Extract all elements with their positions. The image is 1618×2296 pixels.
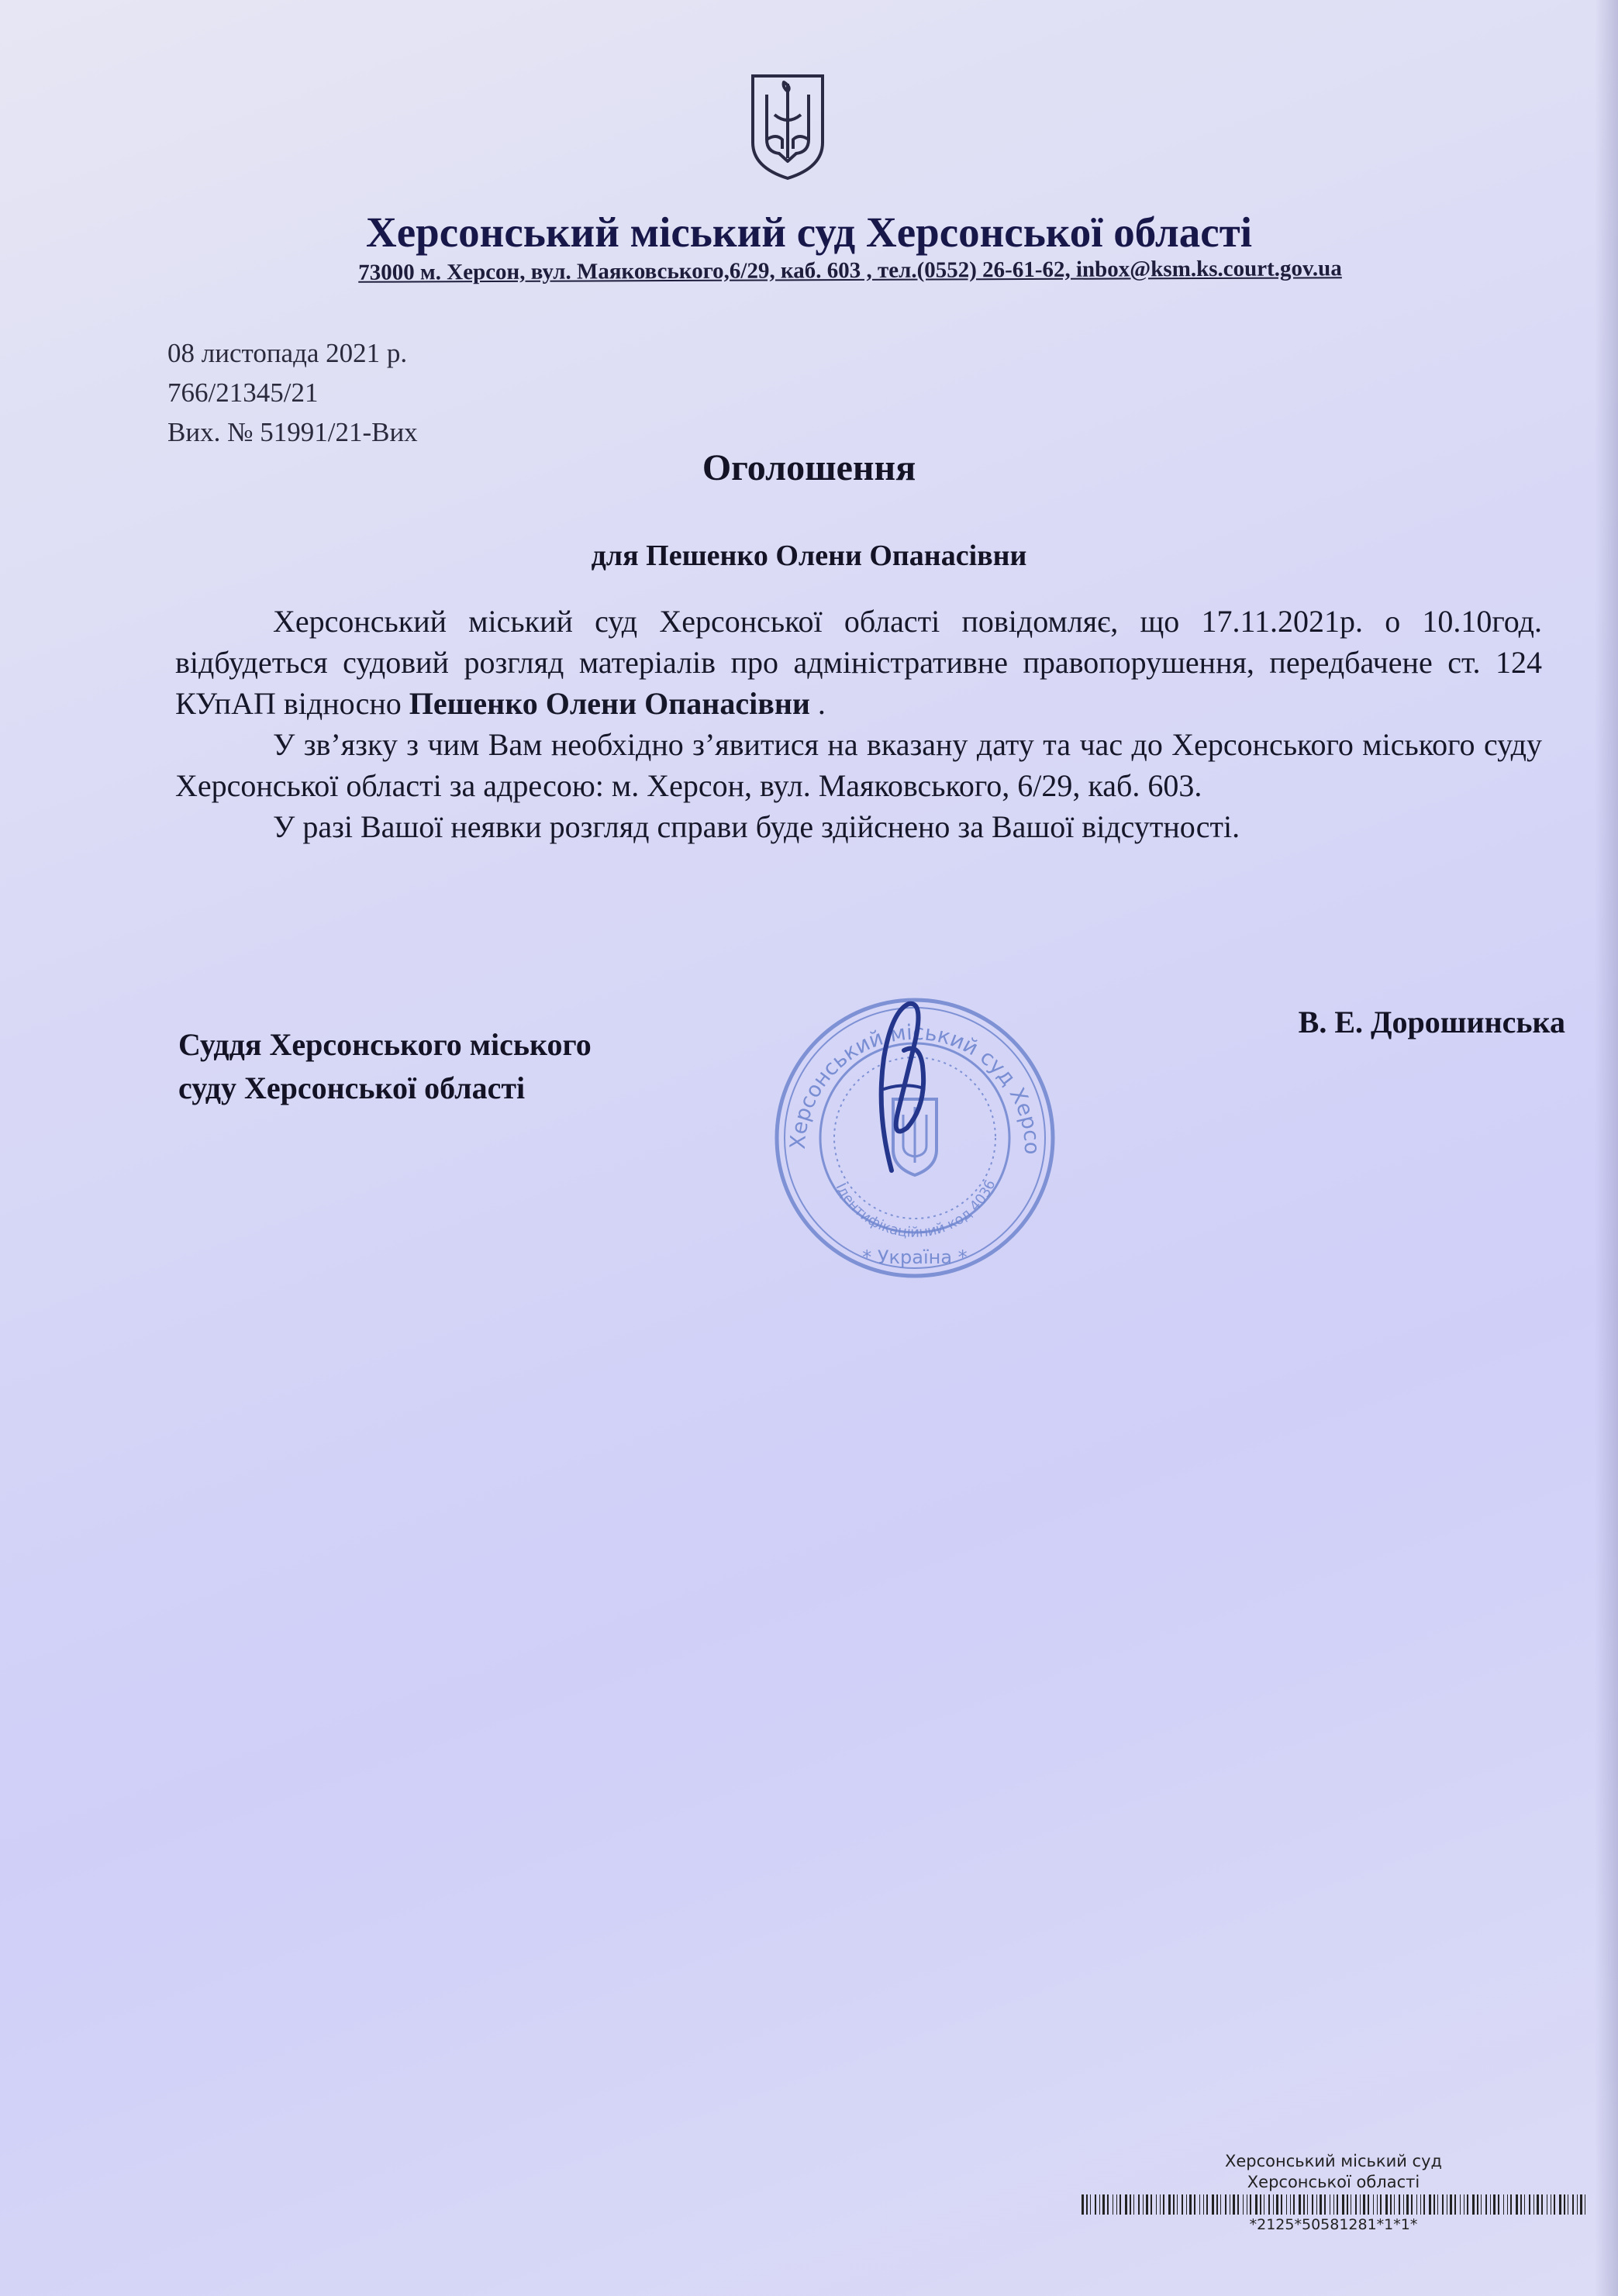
case-number: 766/21345/21 [167, 377, 319, 408]
barcode-number: *2125*50581281*1*1* [1249, 2216, 1418, 2233]
court-name: Херсонський міський суд Херсонської області [366, 209, 1252, 256]
notice-paragraph-1 [175, 601, 1542, 724]
barcode-org-line2: Херсонської області [1247, 2173, 1420, 2191]
barcode-icon [1082, 2194, 1585, 2215]
signer-position-line1: Суддя Херсонського міського [178, 1027, 592, 1062]
signer-name: В. Е. Дорошинська [1298, 1005, 1565, 1039]
outgoing-number: Вих. № 51991/21-Вих [167, 417, 418, 447]
notice-text: Херсонський міський суд Херсонської області повідомляє, що 17.11.2021р. о 10.10год. відбудеться судовий розгляд матеріалів про адміністративне правопорушення, передбачене ст. 124 КУпАП відносно [175, 604, 1542, 721]
barcode-org-line1: Херсонський міський суд [1224, 2152, 1443, 2170]
barcode-label [1082, 2151, 1585, 2233]
page-edge-shadow [1595, 0, 1618, 2296]
notice-paragraph-2: У зв’язку з чим Вам необхідно з’явитися на вказану дату та час до Херсонського міського суду Херсонської області за адресою: м. Херсон, вул. Маяковського, 6/29, каб. 603. [175, 727, 1542, 803]
notice-body [175, 601, 1542, 847]
notice-text-end: . [809, 686, 826, 721]
signer-position-line2: суду Херсонської області [178, 1070, 526, 1105]
document-meta [167, 333, 418, 452]
seal-bottom-text: * Україна * [862, 1246, 968, 1268]
court-address: 73000 м. Херсон, вул. Маяковського,6/29, каб. 603 , тел.(0552) 26-61-62, inbox@ksm.ks.court.gov.ua [358, 256, 1342, 285]
addressee-line: для Пешенко Олени Опанасівни [591, 540, 1027, 572]
document-date: 08 листопада 2021 р. [167, 338, 408, 368]
document-title: Оголошення [702, 447, 916, 488]
defendant-name: Пешенко Олени Опанасівни [409, 686, 810, 721]
seal-inner-text: Ідентифікаційний код 4036 [832, 1177, 999, 1241]
notice-paragraph-3: У разі Вашої неявки розгляд справи буде здійснено за Вашої відсутності. [273, 809, 1240, 844]
trident-emblem-icon [748, 71, 827, 181]
signer-position [178, 1023, 592, 1110]
handwritten-signature [861, 996, 946, 1174]
seal-outer-text: Херсонський міський суд Херсо [785, 1020, 1044, 1155]
